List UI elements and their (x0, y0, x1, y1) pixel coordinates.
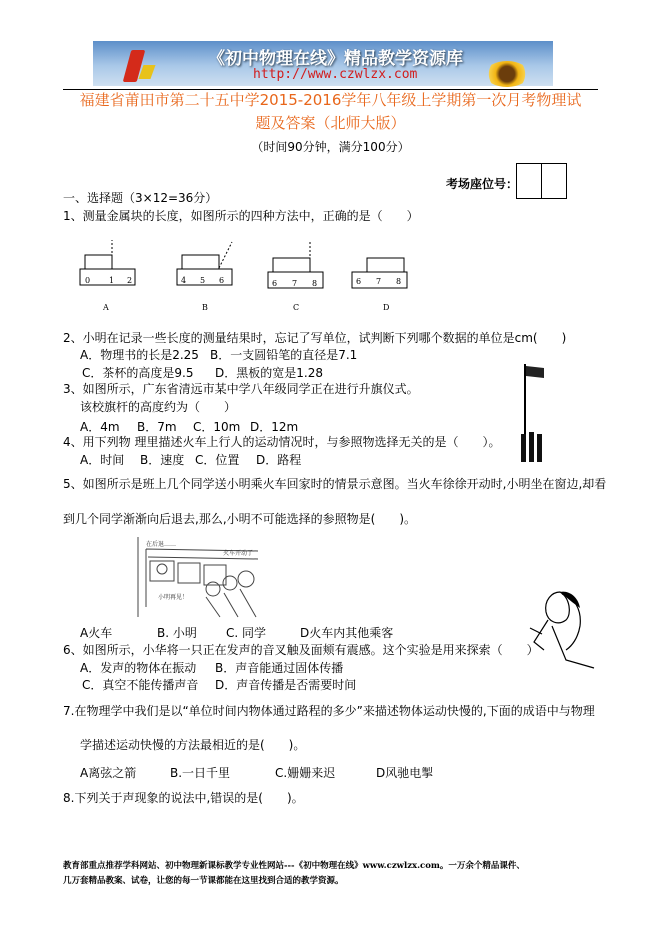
q4-option-d[interactable]: D．路程 (256, 453, 302, 467)
q6-option-a[interactable]: A．发声的物体在振动 (80, 661, 197, 675)
q8-stem: 8.下列关于声现象的说法中,错误的是( )。 (63, 791, 304, 805)
q7-option-d[interactable]: D风驰电掣 (376, 766, 434, 780)
q4-option-a[interactable]: A．时间 (80, 453, 125, 467)
q5-option-a[interactable]: A火车 (80, 626, 113, 640)
tick-c-0: 6 (272, 279, 278, 288)
section-heading: 一、选择题（3×12=36分） (63, 191, 218, 205)
q3-option-c[interactable]: C．10m (193, 420, 241, 434)
q7-option-c[interactable]: C.姗姗来迟 (275, 766, 336, 780)
q3-option-a[interactable]: A．4m (80, 420, 120, 434)
label-a: A (103, 303, 109, 312)
q3-stem2: 该校旗杆的高度约为（ ） (80, 400, 237, 414)
q2-option-a[interactable]: A．物理书的长是2.25 (80, 348, 199, 362)
q7-option-a[interactable]: A离弦之箭 (80, 766, 137, 780)
label-b: B (202, 303, 208, 312)
page-title-line2: 题及答案（北师大版） (255, 114, 406, 132)
tick-b-2: 6 (219, 276, 225, 285)
q6-option-c[interactable]: C．真空不能传播声音 (82, 678, 199, 692)
label-d: D (383, 303, 390, 312)
q2-option-d[interactable]: D．黑板的宽是1.28 (215, 366, 323, 380)
seat-box-1[interactable] (516, 163, 542, 199)
seat-label: 考场座位号： (446, 177, 519, 191)
tick-a-1: 1 (109, 276, 115, 285)
tick-a-2: 2 (127, 276, 133, 285)
q5-option-d[interactable]: D火车内其他乘客 (300, 626, 394, 640)
footer-line2: 几万套精品教案、试卷，让您的每一节课都能在这里找到合适的教学资源。 (63, 876, 344, 886)
q7-stem2: 学描述运动快慢的方法最相近的是( )。 (80, 738, 306, 752)
tick-d-0: 6 (356, 277, 362, 286)
site-banner (93, 41, 553, 86)
q3-option-d[interactable]: D．12m (250, 420, 299, 434)
q7-option-b[interactable]: B.一日千里 (170, 766, 231, 780)
header-divider (63, 89, 598, 90)
tick-b-0: 4 (181, 276, 187, 285)
caption-train-moving: 火车开动了 (223, 550, 254, 557)
q5-stem: 5、如图所示是班上几个同学送小明乘火车回家时的情景示意图。当火车徐徐开动时,小明坐在窗边,却看 (63, 477, 607, 491)
train-farewell-figure (128, 537, 268, 617)
page-title-line1: 福建省莆田市第二十五中学2015-2016学年八年级上学期第一次月考物理试 (79, 91, 582, 109)
tick-d-1: 7 (376, 277, 382, 286)
q6-option-b[interactable]: B．声音能通过固体传播 (215, 661, 344, 675)
q3-stem: 3、如图所示，广东省清远市某中学八年级同学正在进行升旗仪式。 (63, 382, 419, 396)
tick-c-1: 7 (292, 279, 298, 288)
q5-stem2: 到几个同学渐渐向后退去,那么,小明不可能选择的参照物是( )。 (63, 512, 416, 526)
q4-option-b[interactable]: B．速度 (140, 453, 185, 467)
label-c: C (293, 303, 300, 312)
q1-stem: 1、测量金属块的长度，如图所示的四种方法中，正确的是（ ） (63, 209, 419, 223)
exam-subtitle: （时间90分钟，满分100分） (251, 140, 410, 154)
q3-option-b[interactable]: B．7m (137, 420, 177, 434)
q7-stem: 7.在物理学中我们是以“单位时间内物体通过路程的多少”来描述物体运动快慢的,下面的成语中与物理 (63, 704, 595, 718)
flagpole-figure (518, 362, 548, 467)
footer-line1: 教育部重点推荐学科网站、初中物理新课标教学专业性网站---《初中物理在线》www.czwlzx.com。一万余个精品课件、 (63, 861, 525, 871)
q2-stem: 2、小明在记录一些长度的测量结果时，忘记了写单位，试判断下列哪个数据的单位是cm( ) (63, 331, 567, 345)
banner-title: 《初中物理在线》精品教学资源库 (208, 49, 463, 69)
banner-url: http://www.czwlzx.com (253, 67, 418, 82)
q6-stem: 6、如图所示，小华将一只正在发声的音叉触及面颊有震感。这个实验是用来探索（ ） (63, 643, 539, 657)
tick-a-0: 0 (85, 276, 91, 285)
sunflower-icon (485, 61, 529, 87)
q5-option-b[interactable]: B. 小明 (157, 626, 197, 640)
caption-backing: 在后退…… (146, 541, 177, 548)
seat-box-2[interactable] (541, 163, 567, 199)
logo-accent-icon (138, 65, 155, 79)
caption-goodbye: 小明再见！ (158, 594, 189, 601)
tuning-fork-girl-figure (522, 590, 597, 670)
q2-option-c[interactable]: C．茶杯的高度是9.5 (82, 366, 194, 380)
q6-option-d[interactable]: D．声音传播是否需要时间 (215, 678, 357, 692)
tick-c-2: 8 (312, 279, 318, 288)
q5-option-c[interactable]: C. 同学 (226, 626, 267, 640)
tick-b-1: 5 (200, 276, 206, 285)
q4-stem: 4、用下列物 理里描述火车上行人的运动情况时，与参照物选择无关的是（ ）。 (63, 435, 501, 449)
q2-option-b[interactable]: B．一支圆铅笔的直径是7.1 (210, 348, 358, 362)
tick-d-2: 8 (396, 277, 402, 286)
q4-option-c[interactable]: C．位置 (195, 453, 240, 467)
q1-ruler-figures (75, 238, 402, 318)
